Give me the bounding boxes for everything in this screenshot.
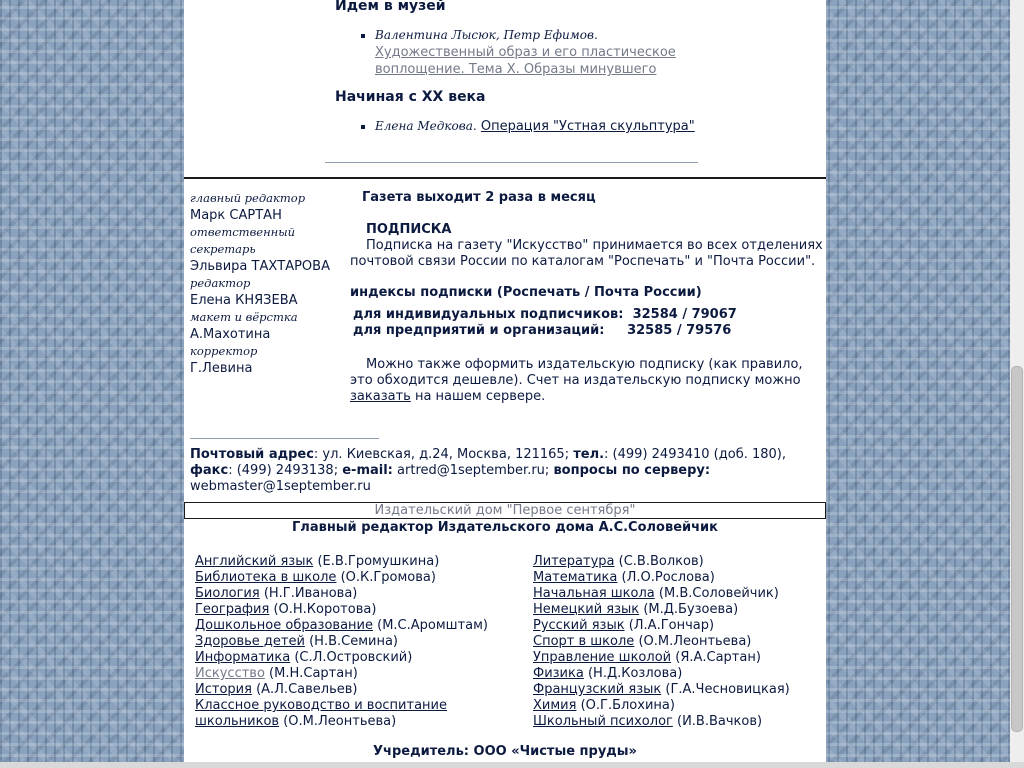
list-item: Химия (О.Г.Блохина) bbox=[533, 698, 675, 713]
email-text: artred@1september.ru; bbox=[397, 463, 550, 478]
newspaper-link[interactable]: Информатика bbox=[195, 650, 291, 665]
newspaper-link[interactable]: Математика bbox=[533, 570, 618, 585]
individual-index-row bbox=[350, 307, 826, 323]
section-heading-xx-century: Начиная с XX века bbox=[335, 89, 486, 105]
staff-name: А.Махотина bbox=[190, 327, 271, 342]
list-item bbox=[375, 27, 705, 78]
newspaper-links-right bbox=[533, 554, 826, 730]
staff-list bbox=[190, 190, 340, 377]
list-item: Информатика (С.Л.Островский) bbox=[195, 650, 413, 665]
list-item: Начальная школа (М.В.Соловейчик) bbox=[533, 586, 779, 601]
article-author: Валентина Лысюк, Петр Ефимов. bbox=[375, 28, 598, 42]
staff-name: Елена КНЯЗЕВА bbox=[190, 293, 298, 308]
divider bbox=[325, 162, 698, 163]
list-item: География (О.Н.Коротова) bbox=[195, 602, 377, 617]
list-item: Библиотека в школе (О.К.Громова) bbox=[195, 570, 436, 585]
publisher-subscription-text: Можно также оформить издательскую подписку (как правило, это обходится дешевле). Счет на издательскую подписку можно заказать на нашем сервере. bbox=[350, 357, 803, 404]
list-item: школьников (О.М.Леонтьева) bbox=[195, 714, 397, 729]
phone-text: : (499) 2493410 (доб. 180), bbox=[604, 447, 786, 462]
newspaper-link[interactable]: Французский язык bbox=[533, 682, 662, 697]
individual-value: 32584 / 79067 bbox=[632, 307, 737, 322]
founder-text: Учредитель: ООО «Чистые пруды» bbox=[373, 744, 637, 759]
individual-label: для индивидуальных подписчиков: bbox=[353, 307, 624, 322]
address-label: Почтовый адрес bbox=[190, 447, 314, 462]
newspaper-link[interactable]: Немецкий язык bbox=[533, 602, 640, 617]
divider bbox=[190, 438, 379, 439]
museum-article-list bbox=[335, 27, 705, 78]
list-item: Спорт в школе (О.М.Леонтьева) bbox=[533, 634, 752, 649]
list-item bbox=[375, 118, 815, 135]
indexes-heading: индексы подписки (Роспечать / Почта России) bbox=[350, 285, 702, 300]
newspaper-link[interactable]: Английский язык bbox=[195, 554, 314, 569]
staff-role: редактор bbox=[190, 276, 251, 290]
newspaper-link[interactable]: Литература bbox=[533, 554, 615, 569]
address-text: : ул. Киевская, д.24, Москва, 121165; bbox=[313, 447, 570, 462]
page-content bbox=[184, 0, 826, 768]
newspaper-link[interactable]: Библиотека в школе bbox=[195, 570, 337, 585]
contacts-block bbox=[190, 447, 820, 495]
vertical-scrollbar[interactable] bbox=[1010, 0, 1024, 768]
org-label: для предприятий и организаций: bbox=[353, 323, 605, 338]
staff-role: главный редактор bbox=[190, 191, 306, 205]
list-item: Физика (Н.Д.Козлова) bbox=[533, 666, 683, 681]
org-value: 32585 / 79576 bbox=[627, 323, 732, 338]
newspaper-link[interactable]: Классное руководство и воспитание bbox=[195, 698, 447, 713]
list-item: Литература (С.В.Волков) bbox=[533, 554, 704, 569]
phone-label: тел. bbox=[573, 447, 605, 462]
article-link[interactable]: Художественный образ и его пластическое воплощение. Тема X. Образы минувшего bbox=[375, 45, 676, 77]
list-item: Здоровье детей (Н.В.Семина) bbox=[195, 634, 398, 649]
server-label: вопросы по серверу: bbox=[553, 463, 711, 478]
frequency-text: Газета выходит 2 раза в месяц bbox=[362, 190, 596, 205]
list-item: Английский язык (Е.В.Громушкина) bbox=[195, 554, 440, 569]
staff-role: ответственный секретарь bbox=[190, 225, 295, 256]
staff-name: Марк САРТАН bbox=[190, 208, 282, 223]
subscription-block bbox=[350, 188, 826, 405]
fax-label: факс bbox=[190, 463, 229, 478]
scrollbar-thumb[interactable] bbox=[1011, 366, 1023, 732]
newspaper-link[interactable]: Биология bbox=[195, 586, 260, 601]
newspaper-link[interactable]: Начальная школа bbox=[533, 586, 655, 601]
newspaper-link-current[interactable]: Искусство bbox=[195, 666, 265, 681]
newspaper-link[interactable]: Спорт в школе bbox=[533, 634, 635, 649]
list-item: Математика (Л.О.Рослова) bbox=[533, 570, 715, 585]
newspaper-link[interactable]: Физика bbox=[533, 666, 584, 681]
org-index-row bbox=[350, 323, 826, 339]
subscription-heading: ПОДПИСКА bbox=[366, 222, 452, 237]
list-item: Дошкольное образование (М.С.Аромштам) bbox=[195, 618, 488, 633]
list-item: Управление школой (Я.А.Сартан) bbox=[533, 650, 761, 665]
divider-thick bbox=[184, 177, 826, 179]
list-item bbox=[195, 698, 525, 714]
staff-role: корректор bbox=[190, 344, 258, 358]
xx-century-article-list bbox=[335, 118, 815, 135]
list-item: Русский язык (Л.А.Гончар) bbox=[533, 618, 715, 633]
section-heading-museum: Идем в музей bbox=[335, 0, 446, 14]
article-link[interactable]: Операция "Устная скульптура" bbox=[480, 119, 695, 134]
newspaper-link[interactable]: История bbox=[195, 682, 252, 697]
publisher-house-box: Издательский дом "Первое сентября" bbox=[184, 502, 826, 519]
list-item: Биология (Н.Г.Иванова) bbox=[195, 586, 358, 601]
newspaper-link[interactable]: Русский язык bbox=[533, 618, 625, 633]
newspaper-link[interactable]: Управление школой bbox=[533, 650, 672, 665]
order-link[interactable]: заказать bbox=[350, 389, 411, 404]
staff-role: макет и вёрстка bbox=[190, 310, 298, 324]
staff-name: Эльвира ТАХТАРОВА bbox=[190, 259, 330, 274]
list-item: История (А.Л.Савельев) bbox=[195, 682, 358, 697]
list-item: Искусство (М.Н.Сартан) bbox=[195, 666, 358, 681]
chief-editor: Главный редактор Издательского дома А.С.Соловейчик bbox=[292, 520, 718, 535]
newspaper-link[interactable]: Дошкольное образование bbox=[195, 618, 373, 633]
fax-text: : (499) 2493138; bbox=[228, 463, 339, 478]
list-item: Школьный психолог (И.В.Вачков) bbox=[533, 714, 763, 729]
subscription-text: Подписка на газету "Искусство" принимается во всех отделениях почтовой связи России по каталогам "Роспечать" и "Почта России". bbox=[350, 238, 823, 269]
list-item: Немецкий язык (М.Д.Бузоева) bbox=[533, 602, 739, 617]
server-email: webmaster@1september.ru bbox=[190, 479, 371, 494]
newspaper-link[interactable]: Химия bbox=[533, 698, 577, 713]
newspaper-link[interactable]: Здоровье детей bbox=[195, 634, 305, 649]
article-author: Елена Медкова. bbox=[375, 119, 477, 133]
newspaper-link[interactable]: География bbox=[195, 602, 270, 617]
newspaper-link[interactable]: школьников bbox=[195, 714, 280, 729]
list-item: Французский язык (Г.А.Чесновицкая) bbox=[533, 682, 790, 697]
newspaper-link[interactable]: Школьный психолог bbox=[533, 714, 673, 729]
horizontal-scrollbar[interactable] bbox=[0, 762, 1024, 768]
newspaper-links-left bbox=[195, 554, 525, 730]
email-label: e-mail: bbox=[342, 463, 393, 478]
staff-name: Г.Левина bbox=[190, 361, 253, 376]
